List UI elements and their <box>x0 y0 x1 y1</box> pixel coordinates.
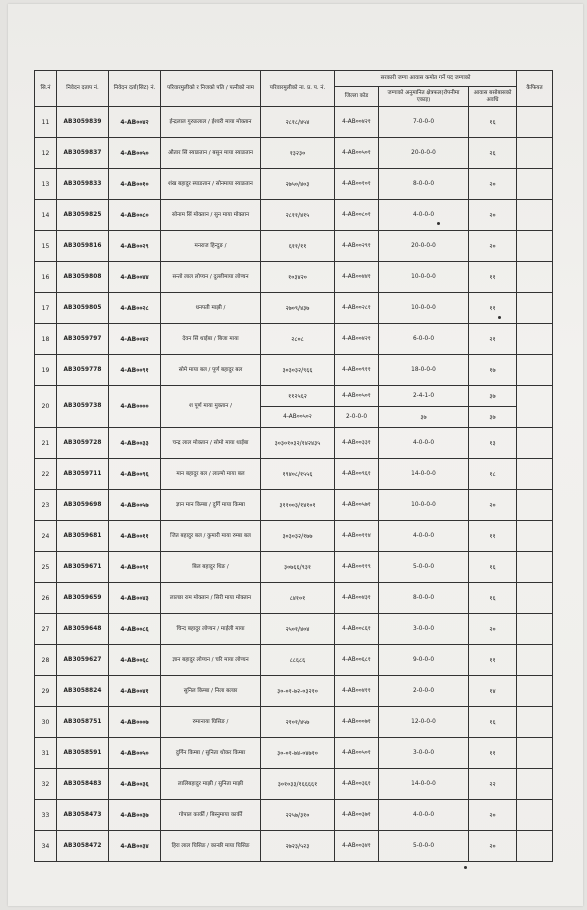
cell-application-no: AB3059839 <box>57 107 109 138</box>
cell-owner-name: चन्द्र लाल मोक्तान / सोमो माया थाईबा <box>161 428 261 459</box>
ink-mark <box>437 222 440 225</box>
cell-sn: 11 <box>35 107 57 138</box>
cell-remarks <box>517 386 553 428</box>
cell-period: २० <box>469 231 517 262</box>
cell-citizenship-no: ८४१०१ <box>261 583 335 614</box>
table-row <box>35 490 553 521</box>
cell-sn: 26 <box>35 583 57 614</box>
cell-application-no: AB3059778 <box>57 355 109 386</box>
cell-remarks <box>517 800 553 831</box>
cell-application-sheet: 4-AB००३६ <box>109 769 161 800</box>
cell-area-estimate: 10-0-0-0 <box>379 293 469 324</box>
table-row <box>35 138 553 169</box>
cell-period: २० <box>469 831 517 862</box>
header-citizenship-no: परिवारमुलीको ना. प्र. प. नं. <box>261 71 335 107</box>
table-row <box>35 676 553 707</box>
cell-application-no: AB3058824 <box>57 676 109 707</box>
cell-plot-code: 4-AB००११४ <box>335 521 379 552</box>
cell-area-estimate: 10-0-0-0 <box>379 262 469 293</box>
cell-remarks <box>517 831 553 862</box>
cell-period: २० <box>469 169 517 200</box>
table-body <box>35 107 553 862</box>
cell-period: १३ <box>469 428 517 459</box>
table-row <box>35 552 553 583</box>
cell-citizenship-no: २७०९/४३७ <box>261 293 335 324</box>
cell-period: ३७ <box>469 386 517 407</box>
cell-sn: 21 <box>35 428 57 459</box>
cell-remarks <box>517 614 553 645</box>
table-row <box>35 614 553 645</box>
cell-owner-name: मनराज हिन्दुङ / <box>161 231 261 262</box>
ink-mark <box>464 866 467 869</box>
cell-period: २० <box>469 800 517 831</box>
cell-area-estimate: 4-0-0-0 <box>379 428 469 459</box>
cell-owner-name: श पूर्ण माया मुक्तान / <box>161 386 261 428</box>
cell-citizenship-no: ३०३०१०३२/१४२४३५ <box>261 428 335 459</box>
cell-owner-name: रुमानाया घिसिङ / <box>161 707 261 738</box>
cell-application-no: AB3059648 <box>57 614 109 645</box>
cell-sn: 12 <box>35 138 57 169</box>
table-row <box>35 738 553 769</box>
cell-owner-name: ज्ञान बहादुर लोप्चन / चरि माया लोप्चन <box>161 645 261 676</box>
cell-application-no: AB3058473 <box>57 800 109 831</box>
cell-plot-code: 4-AB००४३१ <box>335 583 379 614</box>
cell-area-estimate: 9-0-0-0 <box>379 645 469 676</box>
cell-application-no: AB3059728 <box>57 428 109 459</box>
table-row <box>35 707 553 738</box>
cell-area-estimate: ३७ <box>379 407 469 428</box>
cell-remarks <box>517 552 553 583</box>
cell-period: ११ <box>469 645 517 676</box>
cell-owner-name: सन्तो लाल लोप्चन / दुल्लीमाया लोप्चन <box>161 262 261 293</box>
cell-owner-name: धनपती माझी / <box>161 293 261 324</box>
cell-area-estimate: 4-0-0-0 <box>379 521 469 552</box>
cell-sn: 22 <box>35 459 57 490</box>
cell-remarks <box>517 490 553 521</box>
cell-application-sheet: 4-AB००२८ <box>109 293 161 324</box>
table-row <box>35 428 553 459</box>
cell-application-sheet: 4-AB००४३ <box>109 583 161 614</box>
cell-sn: 27 <box>35 614 57 645</box>
header-sn: सि.नं <box>35 71 57 107</box>
cell-area-estimate: 7-0-0-0 <box>379 107 469 138</box>
cell-remarks <box>517 769 553 800</box>
cell-sn: 25 <box>35 552 57 583</box>
cell-remarks <box>517 738 553 769</box>
cell-plot-code: 4-AB००३६१ <box>335 769 379 800</box>
cell-citizenship-no: ३११००३/१४१०१ <box>261 490 335 521</box>
cell-plot-code: 2-0-0-0 <box>335 407 379 428</box>
cell-application-no: AB3059671 <box>57 552 109 583</box>
cell-area-estimate: 8-0-0-0 <box>379 583 469 614</box>
cell-citizenship-no: १९४०८/१५५६ <box>261 459 335 490</box>
cell-sn: 20 <box>35 386 57 428</box>
cell-area-estimate: 10-0-0-0 <box>379 490 469 521</box>
header-application-no: निवेदन दताप नं. <box>57 71 109 107</box>
cell-application-no: AB3059711 <box>57 459 109 490</box>
cell-area-estimate: 8-0-0-0 <box>379 169 469 200</box>
cell-application-sheet: 4-AB००३३ <box>109 428 161 459</box>
cell-plot-code: 4-AB००९६१ <box>335 459 379 490</box>
cell-owner-name: हिरा लाल घिसिङ / कान्छी माया घिसिङ <box>161 831 261 862</box>
cell-application-no: AB3059797 <box>57 324 109 355</box>
cell-area-estimate: 4-0-0-0 <box>379 800 469 831</box>
cell-sn: 31 <box>35 738 57 769</box>
cell-plot-code: 4-AB००८०१ <box>335 200 379 231</box>
cell-remarks <box>517 459 553 490</box>
cell-plot-code: 4-AB००५७१ <box>335 490 379 521</box>
cell-citizenship-no: २८०८ <box>261 324 335 355</box>
cell-area-estimate: 5-0-0-0 <box>379 831 469 862</box>
cell-citizenship-no: २८१८/४५४ <box>261 107 335 138</box>
cell-plot-code: 4-AB००१०१ <box>335 169 379 200</box>
cell-citizenship-no: २८११/४१५ <box>261 200 335 231</box>
cell-area-estimate: 14-0-0-0 <box>379 459 469 490</box>
cell-citizenship-no: ३०-०१-७४-०४७१० <box>261 738 335 769</box>
cell-application-sheet: 4-AB००३४ <box>109 831 161 862</box>
cell-period: १७ <box>469 355 517 386</box>
cell-period: २२ <box>469 769 517 800</box>
header-plot-code: जिल्ला कोड <box>335 87 379 107</box>
cell-period: २० <box>469 614 517 645</box>
document-page <box>8 4 583 906</box>
cell-application-sheet: 4-AB००३७ <box>109 800 161 831</box>
cell-plot-code: 4-AB००८६१ <box>335 614 379 645</box>
cell-period: १६ <box>469 583 517 614</box>
cell-sn: 13 <box>35 169 57 200</box>
cell-plot-code: 4-AB००३४१ <box>335 831 379 862</box>
cell-application-sheet: 4-AB००४२ <box>109 107 161 138</box>
table-row <box>35 324 553 355</box>
cell-citizenship-no: ३०-०१-७२-०३२१० <box>261 676 335 707</box>
cell-remarks <box>517 138 553 169</box>
table-row <box>35 355 553 386</box>
cell-owner-name: लालिबहादुर माझी / सुनिता माझी <box>161 769 261 800</box>
cell-application-sheet: 4-AB००४४ <box>109 262 161 293</box>
cell-citizenship-no: २७५०/४०३ <box>261 169 335 200</box>
cell-application-no: AB3059808 <box>57 262 109 293</box>
cell-application-sheet: 4-AB००५७ <box>109 490 161 521</box>
land-records-table <box>34 70 553 862</box>
cell-plot-code: 4-AB००४२१ <box>335 324 379 355</box>
cell-owner-name: दुर्गिन किम्बा / सुनिता थोकर किम्बा <box>161 738 261 769</box>
cell-citizenship-no: ३०३०३२/१७७ <box>261 521 335 552</box>
cell-application-sheet: 4-AB००४१ <box>109 676 161 707</box>
cell-owner-name: मान बहादुर बल / लाल्मो माया बल <box>161 459 261 490</box>
cell-application-no: AB3058591 <box>57 738 109 769</box>
cell-application-sheet: 4-AB००८६ <box>109 614 161 645</box>
cell-area-estimate: 12-0-0-0 <box>379 707 469 738</box>
cell-remarks <box>517 293 553 324</box>
cell-period: २० <box>469 200 517 231</box>
cell-area-estimate: 2-4-1-0 <box>379 386 469 407</box>
cell-citizenship-no: २७२३/५२३ <box>261 831 335 862</box>
cell-period: १६ <box>469 107 517 138</box>
cell-citizenship-no: १३२३० <box>261 138 335 169</box>
cell-citizenship-no: ६११/११ <box>261 231 335 262</box>
table-row <box>35 769 553 800</box>
cell-sn: 32 <box>35 769 57 800</box>
cell-remarks <box>517 231 553 262</box>
table-row <box>35 293 553 324</box>
cell-remarks <box>517 324 553 355</box>
cell-owner-name: औतार सिं स्याङतान / बसुन माया स्याङतान <box>161 138 261 169</box>
cell-area-estimate: 20-0-0-0 <box>379 231 469 262</box>
cell-owner-name: गोपाल कार्की / बिस्नुमाया कार्की <box>161 800 261 831</box>
cell-period: २६ <box>469 138 517 169</box>
cell-area-estimate: 18-0-0-0 <box>379 355 469 386</box>
cell-application-no: AB3059681 <box>57 521 109 552</box>
cell-citizenship-no: २२५७/३१० <box>261 800 335 831</box>
cell-plot-code: 4-AB००६८१ <box>335 645 379 676</box>
cell-application-sheet: 4-AB००१० <box>109 169 161 200</box>
table-row <box>35 583 553 614</box>
cell-period: ११ <box>469 293 517 324</box>
cell-sn: 23 <box>35 490 57 521</box>
table-row <box>35 200 553 231</box>
cell-application-sheet: 4-AB००५० <box>109 738 161 769</box>
cell-application-no: AB3058751 <box>57 707 109 738</box>
cell-period: ११ <box>469 262 517 293</box>
cell-application-no: AB3059816 <box>57 231 109 262</box>
cell-remarks <box>517 355 553 386</box>
cell-plot-code: 4-AB००५०१ <box>335 386 379 407</box>
cell-application-sheet: 4-AB००९१ <box>109 552 161 583</box>
cell-sn: 28 <box>35 645 57 676</box>
ink-mark <box>498 316 501 319</box>
cell-area-estimate: 5-0-0-0 <box>379 552 469 583</box>
cell-area-estimate: 3-0-0-0 <box>379 614 469 645</box>
cell-owner-name: ज्ञान मान किम्बा / दुर्गि माया किम्बा <box>161 490 261 521</box>
cell-sn: 30 <box>35 707 57 738</box>
cell-application-sheet: 4-AB००११ <box>109 521 161 552</box>
table-row <box>35 800 553 831</box>
cell-remarks <box>517 169 553 200</box>
table-row <box>35 169 553 200</box>
cell-remarks <box>517 521 553 552</box>
table-row <box>35 831 553 862</box>
header-area-estimate: जग्गाको अनुमानित क्षेत्रफल(रोपनीमा एकाइ) <box>379 87 469 107</box>
cell-sn: 29 <box>35 676 57 707</box>
cell-sn: 15 <box>35 231 57 262</box>
cell-period: २१ <box>469 324 517 355</box>
cell-application-sheet: 4-AB०००७ <box>109 707 161 738</box>
cell-citizenship-no: ३०१०३३/१६६६६१ <box>261 769 335 800</box>
header-group-title: सरकारी जग्गा आवास कमोत गर्ने पद जग्गाको <box>335 71 517 87</box>
cell-plot-code: 4-AB००३३१ <box>335 428 379 459</box>
cell-period: ११ <box>469 738 517 769</box>
cell-period: १६ <box>469 707 517 738</box>
cell-remarks <box>517 707 553 738</box>
cell-plot-code: 4-AB००२८१ <box>335 293 379 324</box>
cell-citizenship-no: ८८६८६ <box>261 645 335 676</box>
cell-citizenship-no: २५०१/४०४ <box>261 614 335 645</box>
cell-plot-code: 4-AB००९११ <box>335 355 379 386</box>
cell-area-estimate: 2-0-0-0 <box>379 676 469 707</box>
cell-application-no: AB3059698 <box>57 490 109 521</box>
cell-owner-name: सुनिल किम्बा / निला बल्छा <box>161 676 261 707</box>
cell-sn: 18 <box>35 324 57 355</box>
cell-owner-name: ईन्द्रलाल गुरुङलाल / ईश्वरी माया मोक्तान <box>161 107 261 138</box>
cell-area-estimate: 20-0-0-0 <box>379 138 469 169</box>
cell-sn: 14 <box>35 200 57 231</box>
cell-application-sheet: 4-AB००८० <box>109 200 161 231</box>
table-row <box>35 459 553 490</box>
cell-owner-name: शंख बहादुर स्याङतान / सोनमाया स्याङतान <box>161 169 261 200</box>
cell-sn: 34 <box>35 831 57 862</box>
cell-remarks <box>517 583 553 614</box>
cell-citizenship-no: २१०१/४५७ <box>261 707 335 738</box>
cell-plot-code: 4-AB००४११ <box>335 676 379 707</box>
cell-remarks <box>517 645 553 676</box>
header-remarks: कैफियत <box>517 71 553 107</box>
cell-owner-name: सोनाम सिं मोक्तान / सुन माया मोक्तान <box>161 200 261 231</box>
cell-application-sheet: 4-AB००९६ <box>109 459 161 490</box>
cell-area-estimate: 6-0-0-0 <box>379 324 469 355</box>
cell-plot-code: 4-AB००३७१ <box>335 800 379 831</box>
cell-application-no: AB3058483 <box>57 769 109 800</box>
cell-plot-code: 4-AB००४२१ <box>335 107 379 138</box>
cell-application-sheet: 4-AB००६८ <box>109 645 161 676</box>
cell-application-no: AB3059833 <box>57 169 109 200</box>
table-row <box>35 107 553 138</box>
cell-application-no: AB3058472 <box>57 831 109 862</box>
cell-citizenship-no: १०३४२० <box>261 262 335 293</box>
cell-sn: 17 <box>35 293 57 324</box>
cell-application-sheet: 4-AB००५० <box>109 138 161 169</box>
cell-period: १४ <box>469 676 517 707</box>
cell-sn: 24 <box>35 521 57 552</box>
cell-remarks <box>517 107 553 138</box>
cell-owner-name: जित बहादुर बल / कुमारी माया रुम्बा बल <box>161 521 261 552</box>
cell-citizenship-no: ११२५६२ <box>261 386 335 407</box>
cell-plot-code: 4-AB००११९ <box>335 552 379 583</box>
cell-application-no: AB3059738 <box>57 386 109 428</box>
cell-application-sheet: 4-AB००४२ <box>109 324 161 355</box>
cell-area-estimate: 14-0-0-0 <box>379 769 469 800</box>
table-row <box>35 386 553 407</box>
cell-application-sheet: 4-AB०००० <box>109 386 161 428</box>
cell-period: ११ <box>469 521 517 552</box>
cell-citizenship-no: ३०७६६/९३१ <box>261 552 335 583</box>
cell-owner-name: सोमे माया बल / पूर्ण बहादुर बल <box>161 355 261 386</box>
cell-sn: 19 <box>35 355 57 386</box>
cell-plot-code: 4-AB००२९१ <box>335 231 379 262</box>
cell-remarks <box>517 262 553 293</box>
cell-owner-name: चिन्द बहादुर लोप्चन / माईली माया <box>161 614 261 645</box>
cell-remarks <box>517 428 553 459</box>
header-owner-name: परिवारमुलीको र निजको पति / पत्नीको नाम <box>161 71 261 107</box>
cell-period: २० <box>469 490 517 521</box>
cell-remarks <box>517 676 553 707</box>
cell-sn: 33 <box>35 800 57 831</box>
cell-application-no: AB3059659 <box>57 583 109 614</box>
cell-application-no: AB3059627 <box>57 645 109 676</box>
cell-plot-code: 4-AB००५०१ <box>335 738 379 769</box>
header-application-sheet: निवेदन दर्ता(सिट) नं. <box>109 71 161 107</box>
cell-application-sheet: 4-AB००२९ <box>109 231 161 262</box>
cell-citizenship-no: 4-AB००५०२ <box>261 407 335 428</box>
table-row <box>35 645 553 676</box>
cell-application-no: AB3059805 <box>57 293 109 324</box>
cell-area-estimate: 4-0-0-0 <box>379 200 469 231</box>
cell-sn: 16 <box>35 262 57 293</box>
table-row <box>35 231 553 262</box>
table-row <box>35 521 553 552</box>
cell-remarks <box>517 200 553 231</box>
cell-period: ३७ <box>469 407 517 428</box>
cell-plot-code: 4-AB००५०१ <box>335 138 379 169</box>
cell-plot-code: 4-AB००४४१ <box>335 262 379 293</box>
cell-application-no: AB3059837 <box>57 138 109 169</box>
table-row <box>35 262 553 293</box>
cell-plot-code: 4-AB०००७१ <box>335 707 379 738</box>
cell-citizenship-no: ३०३०३२/९६६ <box>261 355 335 386</box>
cell-application-no: AB3059825 <box>57 200 109 231</box>
cell-area-estimate: 3-0-0-0 <box>379 738 469 769</box>
cell-period: १८ <box>469 459 517 490</box>
cell-owner-name: बिल बहादुर थिङ / <box>161 552 261 583</box>
cell-owner-name: लाल्छा राम मोक्तान / सिरी माया मोक्तान <box>161 583 261 614</box>
cell-period: १६ <box>469 552 517 583</box>
header-period: आवास बसोबासको अवधि <box>469 87 517 107</box>
cell-owner-name: देवन सिं थाईबा / बिजा माया <box>161 324 261 355</box>
cell-application-sheet: 4-AB००९१ <box>109 355 161 386</box>
